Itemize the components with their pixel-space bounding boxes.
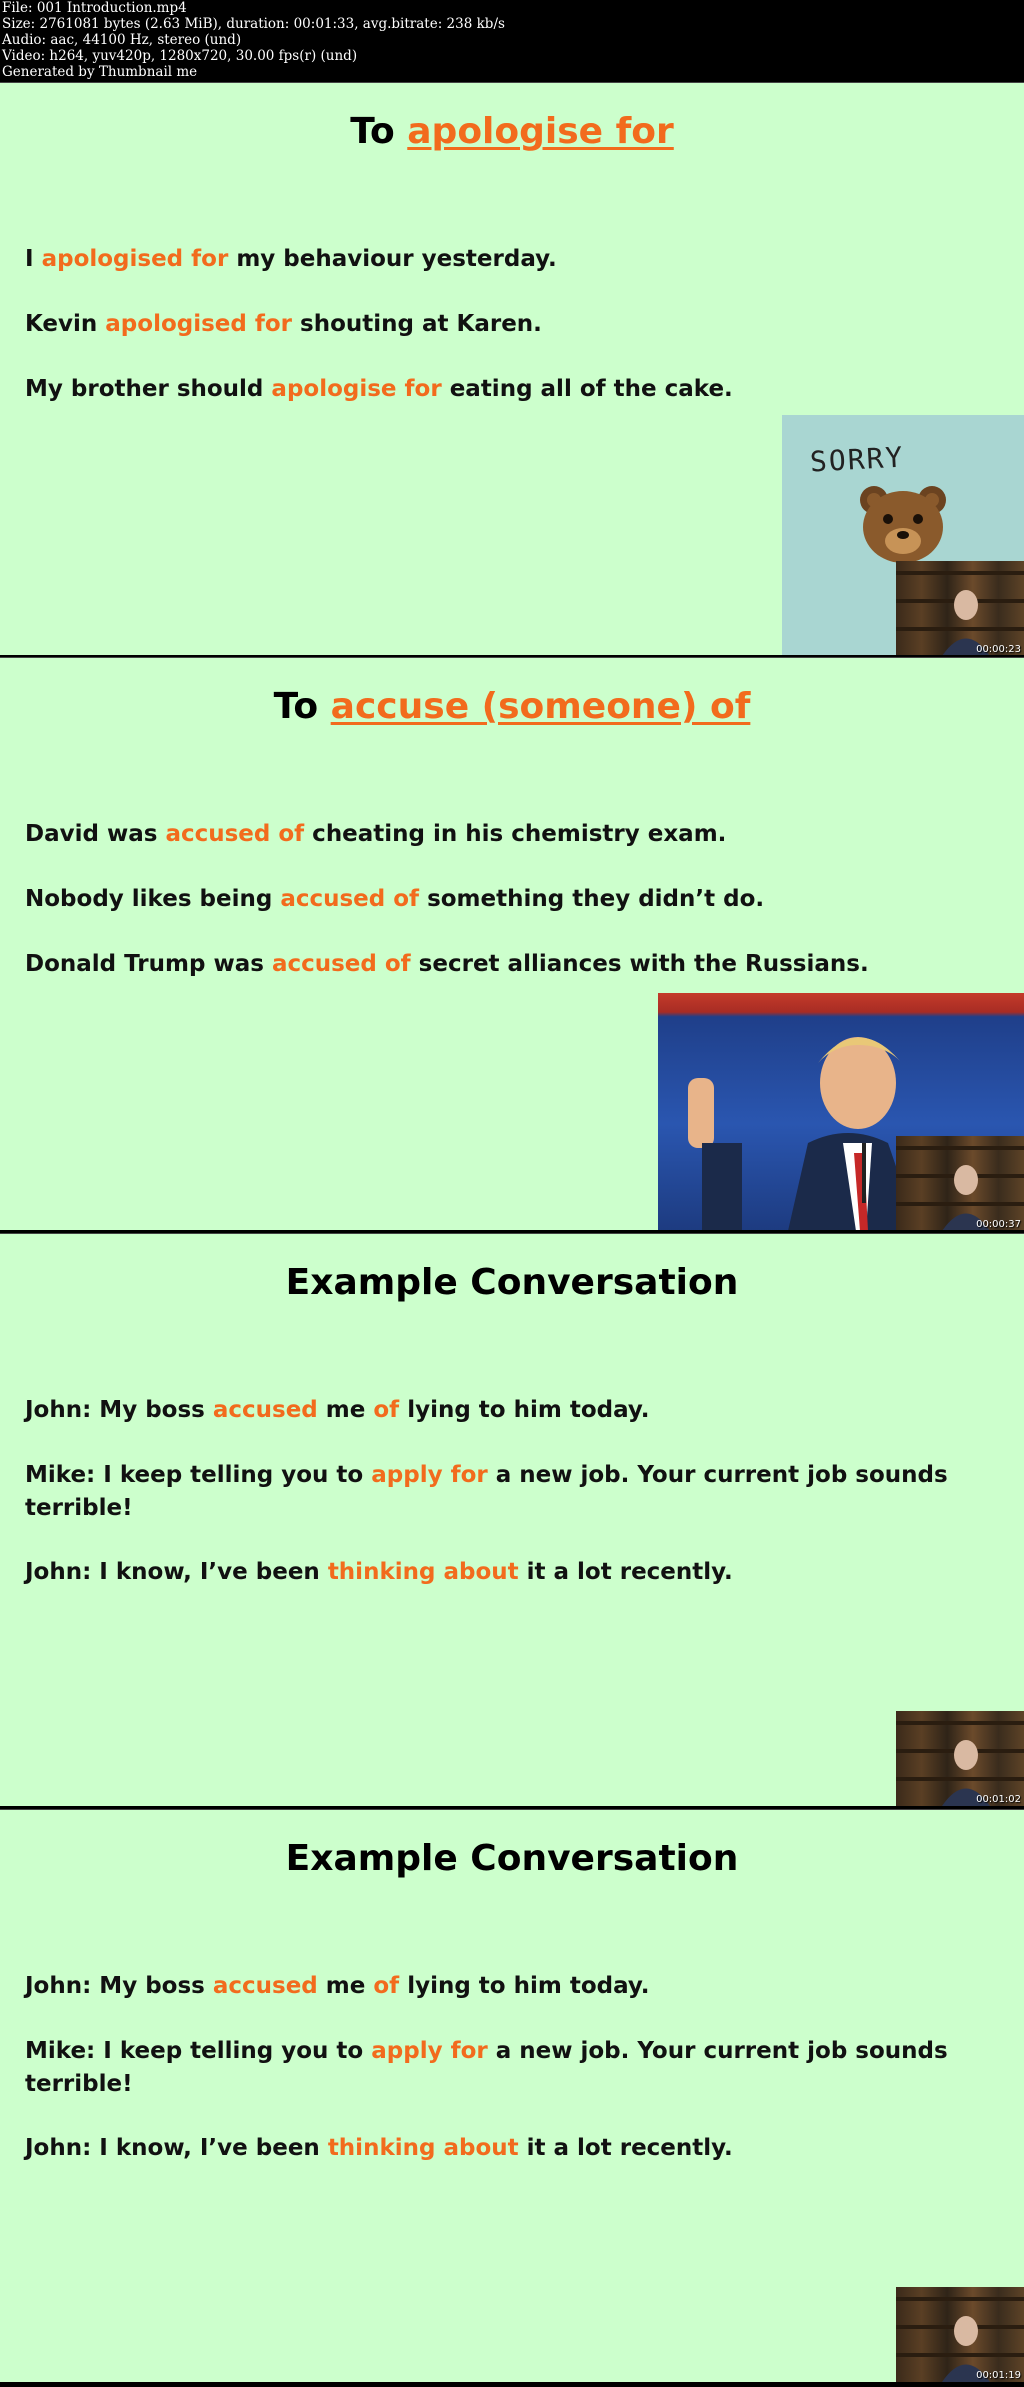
presenter-thumbnail (896, 1711, 1024, 1806)
file-info-line: File: 001 Introduction.mp4 (2, 0, 187, 16)
sorry-bear-image (782, 415, 1024, 655)
conversation-line: Mike: I keep telling you to apply for a new job. Your current job sounds terrible! (25, 2038, 948, 2097)
file-info-header (0, 0, 1024, 82)
example-sentence: I apologised for my behaviour yesterday. (25, 246, 557, 272)
example-sentence: David was accused of cheating in his chemistry exam. (25, 821, 727, 847)
timestamp: 00:00:23 (976, 644, 1021, 655)
conversation-line: John: I know, I’ve been thinking about it a lot recently. (25, 2135, 733, 2161)
conversation-line: John: I know, I’ve been thinking about it a lot recently. (25, 1559, 733, 1585)
sorry-text: SORRY (809, 440, 906, 479)
title-highlight: apologise for (407, 111, 674, 152)
conversation-line: Mike: I keep telling you to apply for a new job. Your current job sounds terrible! (25, 1462, 948, 1521)
video-frame-4 (0, 1809, 1024, 2382)
speaker-photo (658, 993, 1024, 1230)
presenter-thumbnail (896, 2287, 1024, 2382)
timestamp: 00:01:19 (976, 2370, 1021, 2381)
timestamp: 00:00:37 (976, 1219, 1021, 1230)
video-frame-2 (0, 657, 1024, 1230)
presenter-icon (896, 561, 1024, 655)
slide-title: Example Conversation (285, 1838, 739, 1879)
file-info-line: Audio: aac, 44100 Hz, stereo (und) (2, 32, 242, 48)
title-highlight: accuse (someone) of (330, 686, 751, 727)
title-prefix: To (273, 686, 331, 727)
title-prefix: To (350, 111, 408, 152)
presenter-icon (896, 1136, 1024, 1230)
slide-title: Example Conversation (285, 1262, 739, 1303)
example-sentence: My brother should apologise for eating all of the cake. (25, 376, 733, 402)
video-frame-3 (0, 1233, 1024, 1806)
slide-title (0, 686, 1024, 727)
presenter-thumbnail (896, 1136, 1024, 1230)
conversation-line: John: My boss accused me of lying to him today. (25, 1973, 650, 1999)
presenter-icon (896, 1711, 1024, 1806)
timestamp: 00:01:02 (976, 1794, 1021, 1805)
presenter-icon (896, 2287, 1024, 2382)
file-info-line: Size: 2761081 bytes (2.63 MiB), duration: 00:01:33, avg.bitrate: 238 kb/s (2, 16, 505, 32)
presenter-thumbnail (896, 561, 1024, 655)
file-info-line: Video: h264, yuv420p, 1280x720, 30.00 fps(r) (und) (2, 48, 358, 64)
video-frame-1 (0, 82, 1024, 655)
conversation-line: John: My boss accused me of lying to him today. (25, 1397, 650, 1423)
example-sentence: Nobody likes being accused of something they didn’t do. (25, 886, 765, 912)
slide-title (0, 111, 1024, 152)
example-sentence: Donald Trump was accused of secret alliances with the Russians. (25, 951, 869, 977)
file-info-line: Generated by Thumbnail me (2, 64, 198, 80)
example-sentence: Kevin apologised for shouting at Karen. (25, 311, 542, 337)
